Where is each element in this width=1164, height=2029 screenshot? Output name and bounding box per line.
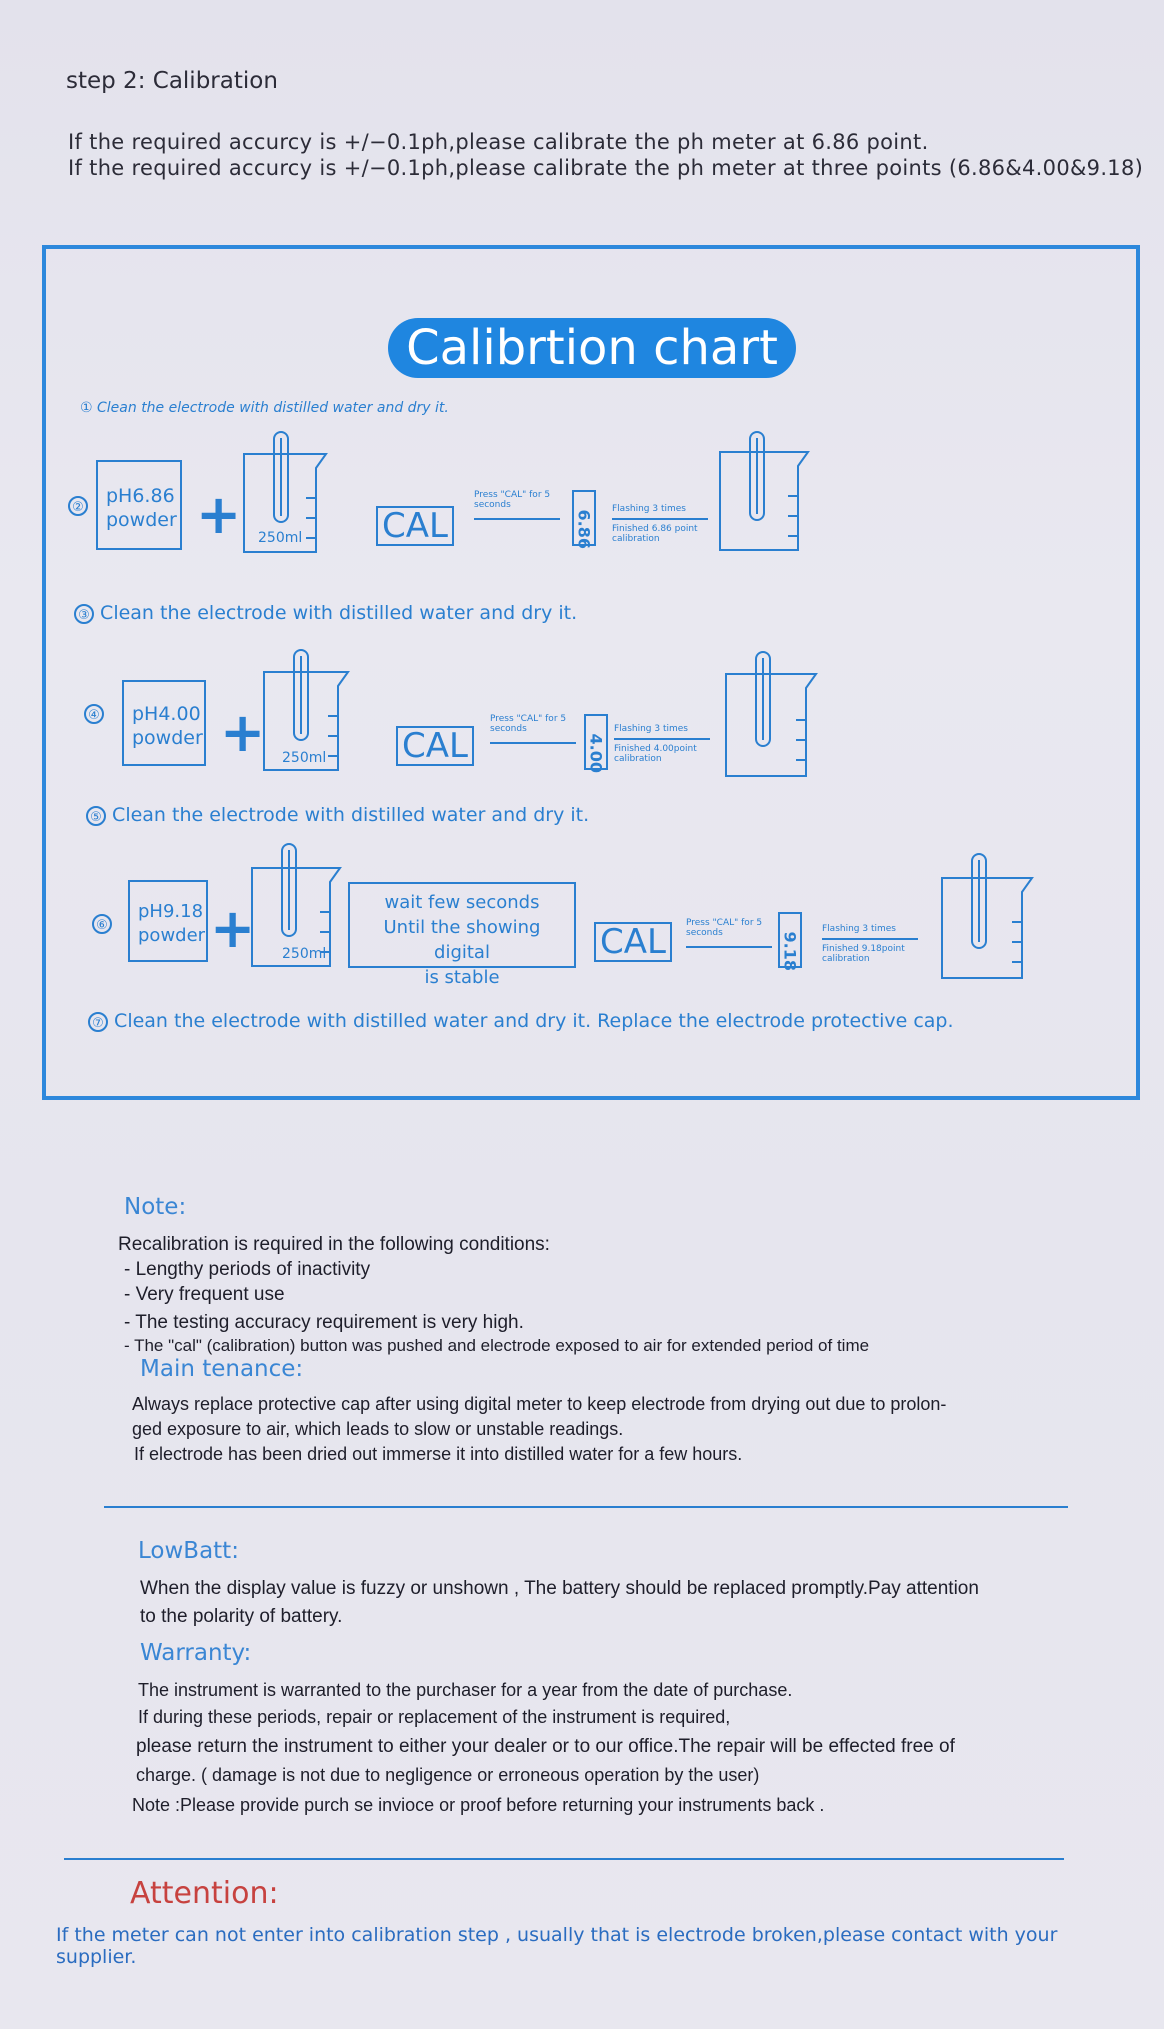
powder-label-ph: pH9.18 <box>138 901 204 922</box>
lcd-display-918: 9.18 <box>778 912 802 968</box>
volume-label: 250ml <box>258 530 303 546</box>
accuracy-line-2: If the required accurcy is +/−0.1ph,please calibrate the ph meter at three points (6.86&4.00&9.18) <box>68 156 1144 180</box>
press-cal-instruction <box>686 918 772 948</box>
wait-line-3: is stable <box>424 967 500 988</box>
maintenance-line: Always replace protective cap after using digital meter to keep electrode from drying out due to prolon- <box>132 1394 947 1414</box>
lowbatt-line: When the display value is fuzzy or unshown , The battery should be replaced promptly.Pay attention <box>140 1578 979 1599</box>
powder-label-word: powder <box>106 509 177 531</box>
powder-label-ph: pH4.00 <box>132 703 201 725</box>
finish-text-2: calibration <box>822 954 870 964</box>
volume-label: 250ml <box>282 750 327 766</box>
step-7 <box>88 1010 954 1032</box>
finish-text-2: calibration <box>614 754 662 764</box>
press-cal-instruction <box>490 714 576 744</box>
lowbatt-line: to the polarity of battery. <box>140 1606 343 1627</box>
step-1 <box>80 400 449 416</box>
note-item: - Very frequent use <box>124 1284 285 1305</box>
maintenance-line: If electrode has been dried out immerse it into distilled water for a few hours. <box>134 1444 743 1464</box>
flash-finish-note <box>612 504 708 544</box>
powder-label-word: powder <box>138 925 206 946</box>
flash-finish-note <box>614 724 710 764</box>
note-item: - The testing accuracy requirement is very high. <box>124 1312 524 1333</box>
press-text-1: Press "CAL" for 5 <box>490 714 567 724</box>
note-intro: Recalibration is required in the following conditions: <box>118 1234 550 1255</box>
flash-text: Flashing 3 times <box>822 924 918 940</box>
step-3-text: Clean the electrode with distilled water and dry it. <box>100 602 578 624</box>
press-text-1: Press "CAL" for 5 <box>686 918 763 928</box>
attention-line: supplier. <box>56 1946 137 1968</box>
step-4-number: ④ <box>84 704 104 724</box>
beaker-with-electrode-icon <box>716 430 816 554</box>
warranty-line: please return the instrument to either your dealer or to our office.The repair will be effected free of <box>136 1736 955 1757</box>
step-6-number: ⑥ <box>92 914 112 934</box>
step-1-number: ① <box>80 400 93 416</box>
attention-line: If the meter can not enter into calibration step , usually that is electrode broken,please contact with your <box>56 1924 1058 1946</box>
divider <box>64 1858 1064 1860</box>
attention-title: Attention: <box>130 1876 279 1911</box>
beaker-with-electrode-icon <box>938 852 1038 982</box>
flash-text: Flashing 3 times <box>614 724 710 740</box>
ph918-powder-box <box>128 880 208 962</box>
press-text-1: Press "CAL" for 5 <box>474 490 551 500</box>
chart-title: Calibrtion chart <box>388 318 796 378</box>
warranty-line: charge. ( damage is not due to negligence or erroneous operation by the user) <box>136 1765 760 1785</box>
press-cal-instruction <box>474 490 560 520</box>
lcd-display-686: 6.86 <box>572 490 596 546</box>
note-title: Note: <box>124 1194 187 1220</box>
wait-line-2: Until the showing digital <box>383 917 541 963</box>
warranty-line: The instrument is warranted to the purchaser for a year from the date of purchase. <box>138 1680 793 1700</box>
plus-icon: + <box>196 483 242 546</box>
warranty-line: Note :Please provide purch se invioce or proof before returning your instruments back . <box>132 1795 825 1815</box>
step-5-text: Clean the electrode with distilled water and dry it. <box>112 804 590 826</box>
divider <box>104 1506 1068 1508</box>
maintenance-line: ged exposure to air, which leads to slow or unstable readings. <box>132 1419 624 1439</box>
note-item: - Lengthy periods of inactivity <box>124 1259 371 1280</box>
step-title: step 2: Calibration <box>66 68 278 94</box>
step-7-text: Clean the electrode with distilled water and dry it. Replace the electrode protective cap. <box>114 1010 954 1032</box>
warranty-title: Warranty: <box>140 1640 252 1666</box>
step-2-number: ② <box>68 496 88 516</box>
powder-label-word: powder <box>132 727 203 749</box>
press-text-2: seconds <box>490 724 527 734</box>
finish-text-1: Finished 6.86 point <box>612 524 698 534</box>
press-text-2: seconds <box>686 928 723 938</box>
finish-text-2: calibration <box>612 534 660 544</box>
flash-text: Flashing 3 times <box>612 504 708 520</box>
plus-icon: + <box>210 897 256 960</box>
lcd-display-400: 4.00 <box>584 714 608 770</box>
finish-text-1: Finished 4.00point <box>614 744 697 754</box>
cal-button-icon: CAL <box>396 726 474 766</box>
cal-button-icon: CAL <box>376 506 454 546</box>
cal-button-icon: CAL <box>594 922 672 962</box>
ph400-powder-box <box>122 680 206 766</box>
wait-stable-box <box>348 882 576 988</box>
plus-icon: + <box>220 701 266 764</box>
wait-line-1: wait few seconds <box>384 892 540 913</box>
flash-finish-note <box>822 924 918 964</box>
press-text-2: seconds <box>474 500 511 510</box>
accuracy-line-1: If the required accurcy is +/−0.1ph,please calibrate the ph meter at 6.86 point. <box>68 130 929 154</box>
finish-text-1: Finished 9.18point <box>822 944 905 954</box>
step-5-number: ⑤ <box>86 806 106 826</box>
maintenance-title: Main tenance: <box>140 1356 304 1382</box>
powder-label-ph: pH6.86 <box>106 485 175 507</box>
note-item: - The "cal" (calibration) button was pushed and electrode exposed to air for extended period of time <box>124 1336 870 1355</box>
step-3-number: ③ <box>74 604 94 624</box>
lowbatt-title: LowBatt: <box>138 1538 239 1564</box>
step-5 <box>86 804 589 826</box>
step-1-text: Clean the electrode with distilled water and dry it. <box>97 400 449 416</box>
warranty-line: If during these periods, repair or replacement of the instrument is required, <box>138 1707 731 1727</box>
beaker-with-electrode-icon <box>722 650 822 780</box>
ph686-powder-box <box>96 460 182 550</box>
step-3 <box>74 602 577 624</box>
step-7-number: ⑦ <box>88 1012 108 1032</box>
volume-label: 250ml <box>282 946 327 962</box>
